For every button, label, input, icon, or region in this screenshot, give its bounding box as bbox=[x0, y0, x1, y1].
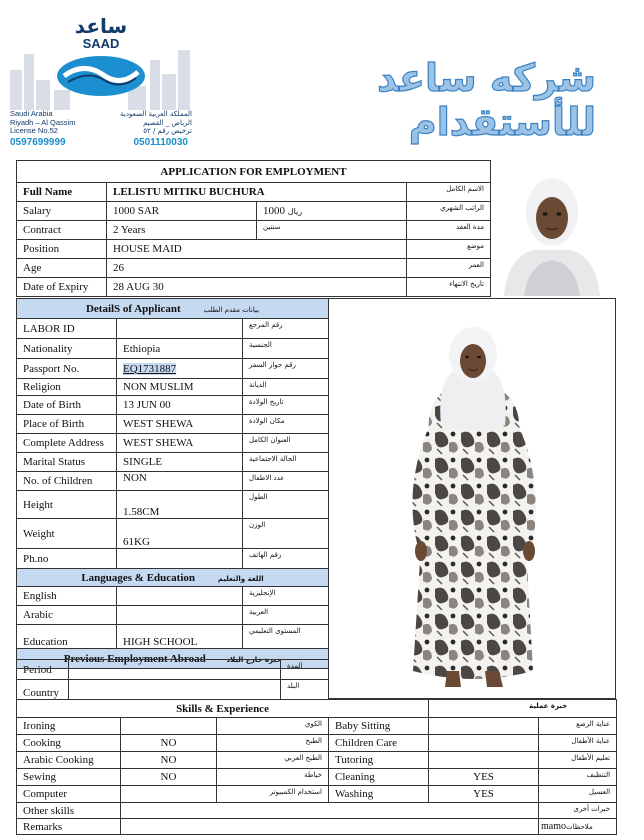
children-label: No. of Children bbox=[17, 472, 117, 491]
skill-arabic-cooking-value: NO bbox=[121, 752, 217, 769]
labor-id-label-ar: رقم المرجع bbox=[243, 319, 329, 339]
passport-label: Passport No. bbox=[17, 359, 117, 379]
marital-value: SINGLE bbox=[117, 453, 243, 472]
arabic-label: Arabic bbox=[17, 606, 117, 625]
english-label-ar: الإنجليزية bbox=[243, 587, 329, 606]
skill-computer-label-ar: استخدام الكمبيوتر bbox=[217, 786, 329, 803]
salary-value-2: 1000 ريال bbox=[257, 202, 407, 221]
contract-value: 2 Years bbox=[107, 221, 257, 240]
skill-ironing-label: Ironing bbox=[17, 718, 121, 735]
phone-value bbox=[117, 549, 243, 569]
country-label: Country bbox=[17, 680, 69, 700]
skill-childcare-label: Children Care bbox=[329, 735, 429, 752]
nationality-value: Ethiopia bbox=[117, 339, 243, 359]
english-value bbox=[117, 587, 243, 606]
passport-label-ar: رقم جواز السفر bbox=[243, 359, 329, 379]
logo-right-info: المملكة العربية السعودية الرياض _ القصيم ترخيص رقم / ٥٢ bbox=[120, 110, 192, 135]
education-label: Education bbox=[17, 625, 117, 649]
children-label-ar: عدد الاطفال bbox=[243, 472, 329, 491]
logo-latin-name: SAAD bbox=[82, 36, 120, 51]
expiry-value: 28 AUG 30 bbox=[107, 278, 407, 297]
remarks-label-ar: ملاحظات bbox=[566, 823, 593, 831]
marital-label-ar: الحالة الاجتماعية bbox=[243, 453, 329, 472]
remarks-cell bbox=[539, 819, 617, 835]
education-value: HIGH SCHOOL bbox=[117, 625, 243, 649]
skill-childcare-value bbox=[429, 735, 539, 752]
arabic-value bbox=[117, 606, 243, 625]
country-value bbox=[69, 680, 281, 700]
skill-computer-label: Computer bbox=[17, 786, 121, 803]
height-label: Height bbox=[17, 491, 117, 519]
address-value: WEST SHEWA bbox=[117, 434, 243, 453]
marital-label: Marital Status bbox=[17, 453, 117, 472]
period-label: Period bbox=[17, 660, 69, 680]
pob-value: WEST SHEWA bbox=[117, 415, 243, 434]
expiry-label-ar: تاريخ الانتهاء bbox=[407, 278, 491, 297]
expiry-label: Date of Expiry bbox=[17, 278, 107, 297]
labor-id-value bbox=[117, 319, 243, 339]
age-value: 26 bbox=[107, 259, 407, 278]
skill-tutoring-value bbox=[429, 752, 539, 769]
skill-tutoring-label-ar: تعليم الأطفال bbox=[539, 752, 617, 769]
salary-label: Salary bbox=[17, 202, 107, 221]
full-name-label: Full Name bbox=[17, 183, 107, 202]
skill-ironing-value bbox=[121, 718, 217, 735]
religion-label: Religion bbox=[17, 379, 117, 396]
position-label-ar: موضع bbox=[407, 240, 491, 259]
skill-computer-value bbox=[121, 786, 217, 803]
position-value: HOUSE MAID bbox=[107, 240, 407, 259]
dob-value: 13 JUN 00 bbox=[117, 396, 243, 415]
nationality-label-ar: الجنسية bbox=[243, 339, 329, 359]
dob-label: Date of Birth bbox=[17, 396, 117, 415]
skill-cleaning-label: Cleaning bbox=[329, 769, 429, 786]
address-label-ar: العنوان الكامل bbox=[243, 434, 329, 453]
labor-id-label: LABOR ID bbox=[17, 319, 117, 339]
skill-cooking-label: Cooking bbox=[17, 735, 121, 752]
full-name-value: LELISTU MITIKU BUCHURA bbox=[107, 183, 407, 202]
previous-table bbox=[16, 659, 329, 700]
weight-label: Weight bbox=[17, 519, 117, 549]
contract-label-ar: مدة العقد bbox=[407, 221, 491, 240]
period-value bbox=[69, 660, 281, 680]
skill-cleaning-value: YES bbox=[429, 769, 539, 786]
languages-header: Languages & Education اللغة والتعليم bbox=[17, 569, 329, 587]
logo-phone-left: 0597699999 bbox=[10, 137, 66, 148]
weight-value: 61KG bbox=[117, 519, 243, 549]
application-title: APPLICATION FOR EMPLOYMENT bbox=[17, 161, 491, 183]
other-skills-label: Other skills bbox=[17, 803, 121, 819]
skills-header: Skills & Experience bbox=[17, 700, 429, 718]
height-label-ar: الطول bbox=[243, 491, 329, 519]
skill-cleaning-label-ar: التنظيف bbox=[539, 769, 617, 786]
passport-value: EQ1731887 bbox=[123, 362, 177, 375]
skill-sewing-label-ar: خياطة bbox=[217, 769, 329, 786]
logo-left-info: Saudi Arabia Riyadh – Al Qassim License No.52 bbox=[10, 109, 76, 135]
contract-label: Contract bbox=[17, 221, 107, 240]
pob-label-ar: مكان الولادة bbox=[243, 415, 329, 434]
skill-arabic-cooking-label: Arabic Cooking bbox=[17, 752, 121, 769]
other-skills-label-ar: خبرات أخرى bbox=[539, 803, 617, 819]
remarks-value: mamo bbox=[541, 821, 567, 832]
skill-washing-value: YES bbox=[429, 786, 539, 803]
other-skills-value bbox=[121, 803, 539, 819]
skill-babysitting-label: Baby Sitting bbox=[329, 718, 429, 735]
details-header: DetailS of Applicant بيانات مقدم الطلب bbox=[17, 299, 329, 319]
english-label: English bbox=[17, 587, 117, 606]
skill-cooking-label-ar: الطبخ bbox=[217, 735, 329, 752]
religion-value: NON MUSLIM bbox=[117, 379, 243, 396]
full-name-label-ar: الاسم الكامل bbox=[407, 183, 491, 202]
skill-ironing-label-ar: الكوي bbox=[217, 718, 329, 735]
address-label: Complete Address bbox=[17, 434, 117, 453]
phone-label: Ph.no bbox=[17, 549, 117, 569]
skill-arabic-cooking-label-ar: الطبخ العربي bbox=[217, 752, 329, 769]
weight-label-ar: الوزن bbox=[243, 519, 329, 549]
remarks-value-blank bbox=[121, 819, 539, 835]
contract-value-ar: سنتين bbox=[257, 221, 407, 240]
salary-value: 1000 SAR bbox=[107, 202, 257, 221]
skill-washing-label: Washing bbox=[329, 786, 429, 803]
skill-babysitting-value bbox=[429, 718, 539, 735]
dob-label-ar: تاريخ الولادة bbox=[243, 396, 329, 415]
applicant-full-photo bbox=[329, 298, 616, 699]
age-label: Age bbox=[17, 259, 107, 278]
country-label-ar: البلد bbox=[281, 680, 329, 700]
arabic-label-ar: العربية bbox=[243, 606, 329, 625]
phone-label-ar: رقم الهاتف bbox=[243, 549, 329, 569]
position-label: Position bbox=[17, 240, 107, 259]
skill-sewing-value: NO bbox=[121, 769, 217, 786]
salary-label-ar: الراتب الشهري bbox=[407, 202, 491, 221]
religion-label-ar: الديانة bbox=[243, 379, 329, 396]
nationality-label: Nationality bbox=[17, 339, 117, 359]
previous-header: Previous Employment Abroad خبرة خارج البلاد bbox=[17, 649, 329, 669]
height-value: 1.58CM bbox=[117, 491, 243, 519]
application-table bbox=[16, 160, 491, 297]
skill-babysitting-label-ar: عناية الرضع bbox=[539, 718, 617, 735]
education-label-ar: المستوى التعليمي bbox=[243, 625, 329, 649]
children-value: NON bbox=[117, 472, 243, 491]
company-logo bbox=[8, 10, 194, 152]
passport-value-cell bbox=[117, 359, 243, 379]
logo-phone-right: 0501110030 bbox=[133, 137, 188, 148]
applicant-headshot bbox=[494, 160, 610, 296]
pob-label: Place of Birth bbox=[17, 415, 117, 434]
skill-cooking-value: NO bbox=[121, 735, 217, 752]
period-label-ar: المدة bbox=[281, 660, 329, 680]
skill-childcare-label-ar: عناية الأطفال bbox=[539, 735, 617, 752]
logo-arabic-name: ساعد bbox=[74, 14, 128, 38]
skill-washing-label-ar: الغسيل bbox=[539, 786, 617, 803]
company-title: شركه ساعد للأستقدام bbox=[377, 56, 596, 144]
skills-table bbox=[16, 699, 617, 835]
skill-sewing-label: Sewing bbox=[17, 769, 121, 786]
remarks-label: Remarks bbox=[17, 819, 121, 835]
details-table bbox=[16, 298, 329, 669]
skill-tutoring-label: Tutoring bbox=[329, 752, 429, 769]
skills-header-ar: خبرة عملية bbox=[429, 700, 617, 718]
age-label-ar: العمر bbox=[407, 259, 491, 278]
